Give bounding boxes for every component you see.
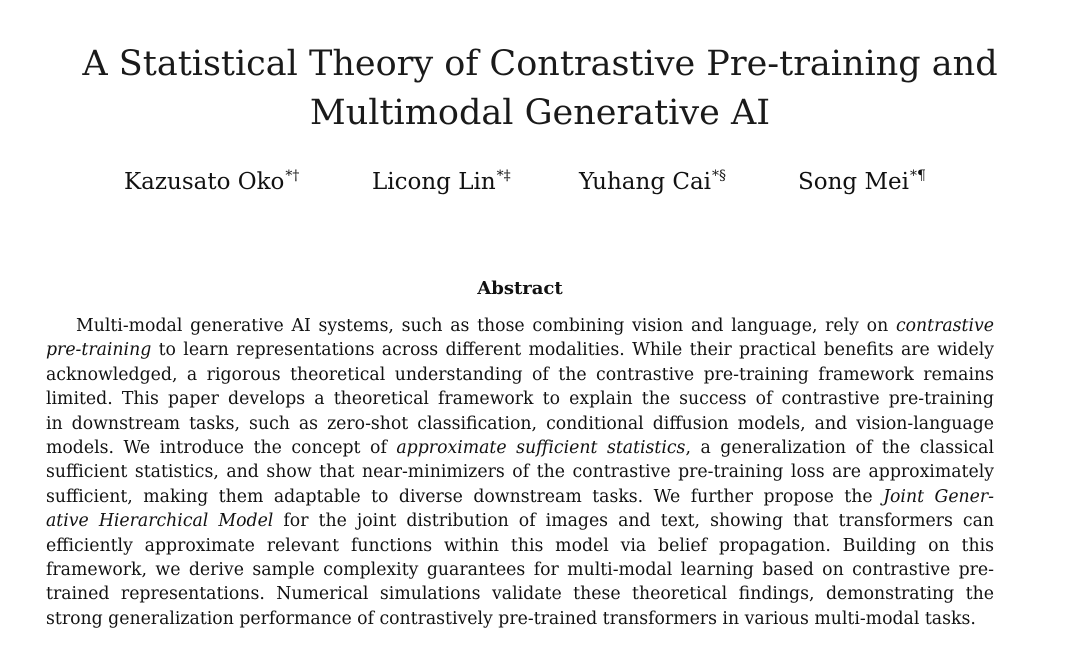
author-name: Licong Lin bbox=[372, 169, 496, 195]
author-lin bbox=[372, 168, 511, 195]
abstract-line: sufficient statistics, and show that near-minimizers of the contrastive pre-training loss are approximately bbox=[46, 462, 994, 483]
abstract-line: trained representations. Numerical simulations validate these theoretical findings, demonstrating the bbox=[46, 584, 994, 605]
abstract-line: models. We introduce the concept of approximate sufficient statistics, a generalization of the classical bbox=[46, 438, 994, 459]
author-oko bbox=[124, 168, 299, 195]
abstract-line: Multi-modal generative AI systems, such as those combining vision and language, rely on contrastive bbox=[76, 316, 994, 336]
abstract-line: sufficient, making them adaptable to diverse downstream tasks. We further propose the Joint Gener- bbox=[46, 486, 994, 507]
title-line: A Statistical Theory of Contrastive Pre-training and bbox=[82, 44, 998, 84]
author-name: Yuhang Cai bbox=[579, 169, 712, 195]
abstract-heading: Abstract bbox=[477, 278, 563, 299]
abstract-line: ative Hierarchical Model for the joint distribution of images and text, showing that transformers can bbox=[46, 511, 994, 532]
affiliation-marks: *‡ bbox=[496, 168, 511, 184]
author-mei bbox=[798, 168, 926, 195]
title-line: Multimodal Generative AI bbox=[309, 93, 771, 133]
abstract-body bbox=[46, 314, 994, 631]
affiliation-marks: *¶ bbox=[909, 168, 926, 184]
abstract-line: framework, we derive sample complexity guarantees for multi-modal learning based on contrastive pre- bbox=[46, 560, 994, 581]
author-name: Song Mei bbox=[798, 169, 909, 195]
author-list bbox=[0, 168, 1080, 200]
affiliation-marks: *† bbox=[285, 168, 300, 184]
author-cai bbox=[579, 168, 726, 195]
paper-title bbox=[60, 40, 1020, 138]
author-name: Kazusato Oko bbox=[124, 169, 285, 195]
abstract-line: efficiently approximate relevant functions within this model via belief propagation. Building on this bbox=[46, 535, 994, 556]
abstract-line: strong generalization performance of contrastively pre-trained transformers in various multi-modal tasks. bbox=[46, 608, 976, 629]
affiliation-marks: *§ bbox=[712, 168, 727, 184]
abstract-line: pre-training to learn representations across different modalities. While their practical benefits are widely bbox=[46, 340, 994, 361]
abstract-line: acknowledged, a rigorous theoretical understanding of the contrastive pre-training framework remains bbox=[46, 364, 994, 385]
abstract-line: limited. This paper develops a theoretical framework to explain the success of contrastive pre-training bbox=[46, 389, 994, 410]
abstract-line: in downstream tasks, such as zero-shot classification, conditional diffusion models, and vision-language bbox=[46, 413, 994, 434]
